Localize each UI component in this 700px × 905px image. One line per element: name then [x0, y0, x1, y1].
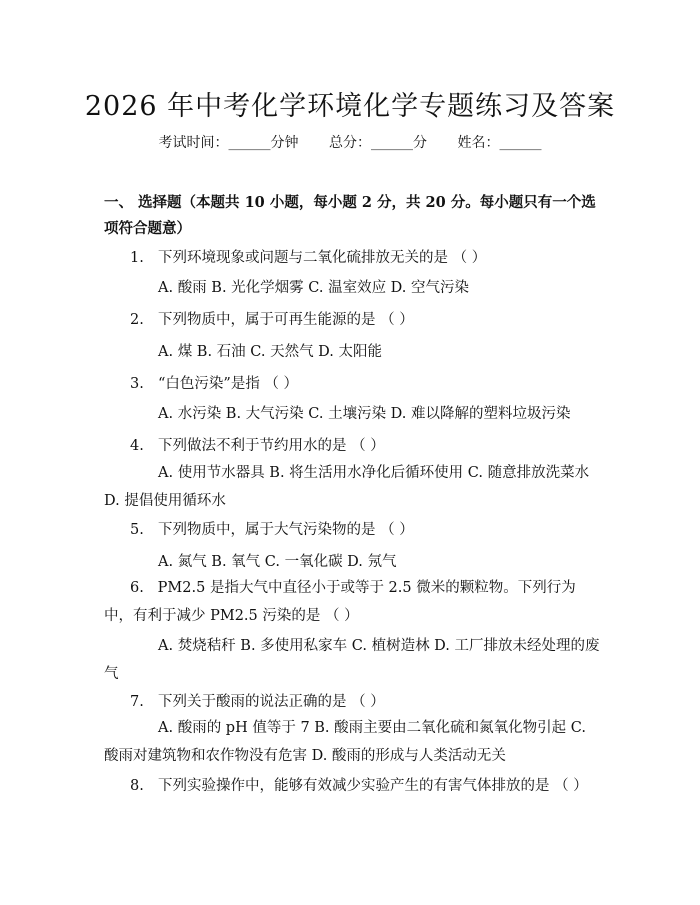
question-number: 6.	[130, 580, 144, 596]
question-5-options: A. 氮气 B. 氧气 C. 一氧化碳 D. 氖气	[158, 554, 397, 570]
question-5	[130, 518, 414, 539]
student-name: 姓名：______	[457, 135, 542, 151]
question-number: 4.	[130, 438, 144, 454]
question-text: “白色污染”是指 （ ）	[158, 376, 299, 392]
question-2	[130, 308, 414, 329]
question-6	[104, 574, 604, 630]
question-7-options: A. 酸雨的 pH 值等于 7 B. 酸雨主要由二氧化硫和氮氧化物引起 C. 酸雨对建筑物和农作物没有危害 D. 酸雨的形成与人类活动无关	[104, 720, 586, 764]
question-number: 5.	[130, 522, 144, 538]
question-number: 2.	[130, 312, 144, 328]
question-4	[130, 434, 385, 455]
question-2-options: A. 煤 B. 石油 C. 天然气 D. 太阳能	[158, 344, 383, 360]
exam-info	[0, 132, 700, 152]
question-text: 下列环境现象或问题与二氧化硫排放无关的是 （ ）	[158, 250, 487, 266]
question-3-options: A. 水污染 B. 大气污染 C. 土壤污染 D. 难以降解的塑料垃圾污染	[158, 406, 571, 422]
question-text: PM2.5 是指大气中直径小于或等于 2.5 微米的颗粒物。下列行为中，有利于减少 PM2.5 污染的是 （ ）	[104, 580, 576, 624]
question-7	[130, 690, 385, 711]
exam-score: 总分：______分	[329, 135, 427, 151]
question-number: 1.	[130, 250, 144, 266]
question-number: 8.	[130, 778, 144, 794]
question-3	[130, 372, 298, 393]
question-number: 7.	[130, 694, 144, 710]
question-6-options: A. 焚烧秸秆 B. 多使用私家车 C. 植树造林 D. 工厂排放未经处理的废气	[104, 638, 600, 682]
exam-time: 考试时间：______分钟	[158, 135, 299, 151]
question-text: 下列实验操作中，能够有效减少实验产生的有害气体排放的是 （ ）	[158, 778, 588, 794]
question-1	[130, 246, 486, 267]
page-title: 2026 年中考化学环境化学专题练习及答案	[84, 91, 616, 122]
question-text: 下列物质中，属于可再生能源的是 （ ）	[158, 312, 414, 328]
question-1-options: A. 酸雨 B. 光化学烟雾 C. 温室效应 D. 空气污染	[158, 280, 470, 296]
question-8	[130, 774, 588, 795]
question-text: 下列关于酸雨的说法正确的是 （ ）	[158, 694, 385, 710]
question-number: 3.	[130, 376, 144, 392]
question-4-options: A. 使用节水器具 B. 将生活用水净化后循环使用 C. 随意排放洗菜水 D. 提倡使用循环水	[104, 465, 590, 509]
question-text: 下列做法不利于节约用水的是 （ ）	[158, 438, 385, 454]
section-heading: 一、 选择题（本题共 10 小题，每小题 2 分，共 20 分。每小题只有一个选项符合题意）	[104, 194, 596, 237]
question-text: 下列物质中，属于大气污染物的是 （ ）	[158, 522, 414, 538]
